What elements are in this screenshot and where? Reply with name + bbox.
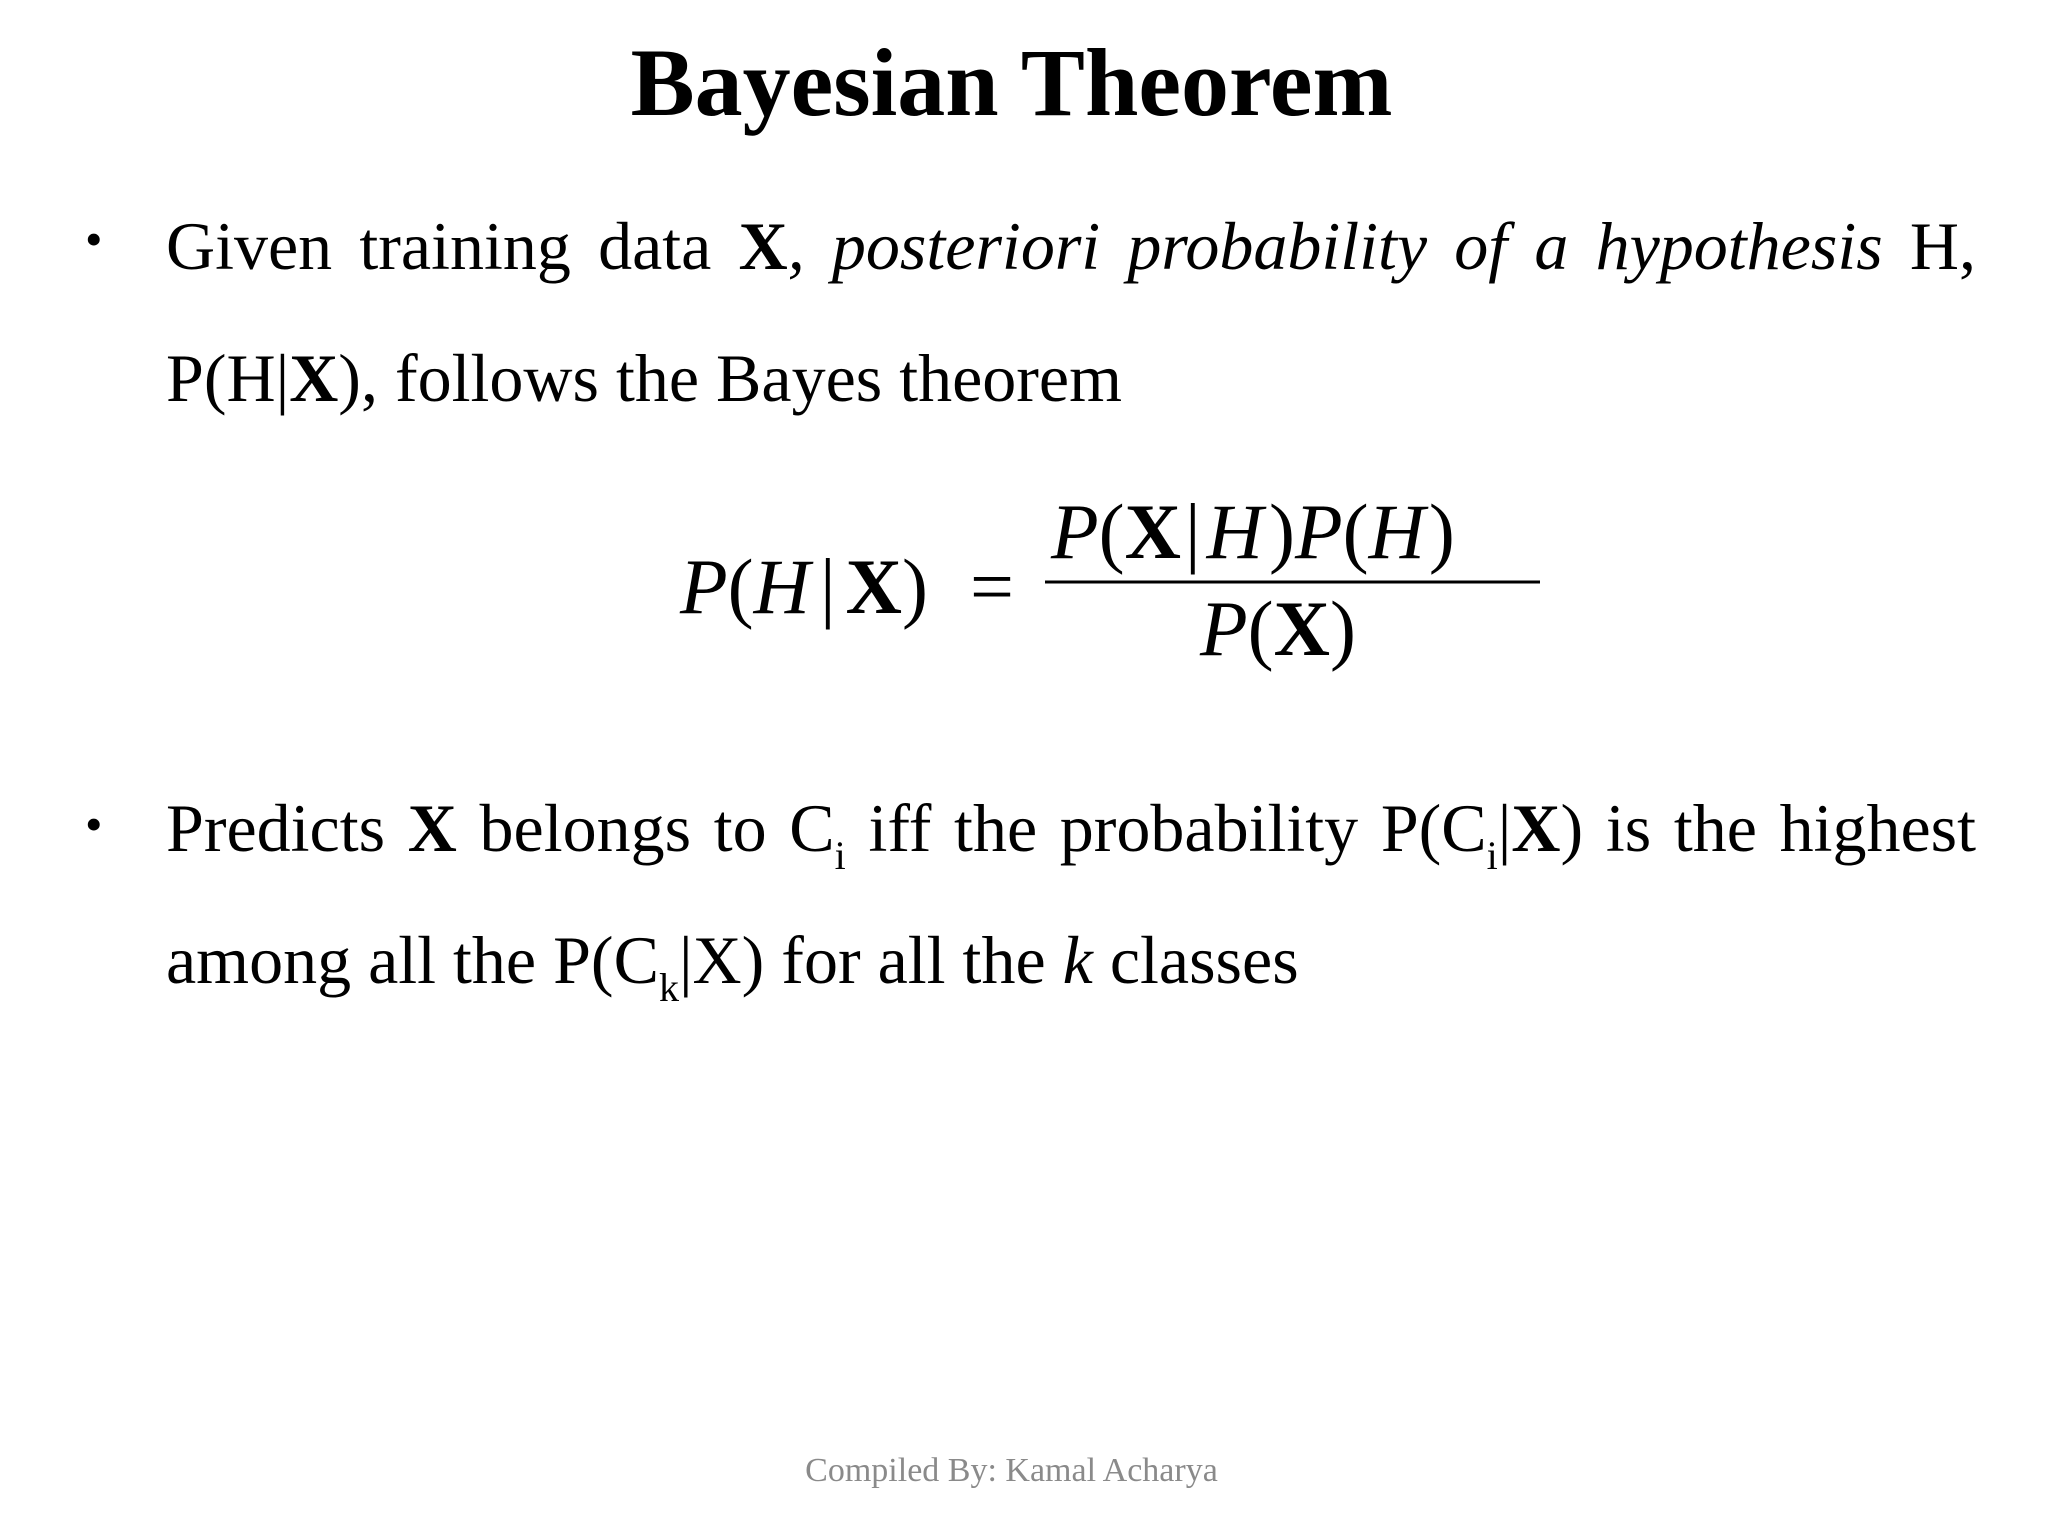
formula-equals: = [970, 543, 1014, 630]
bullet-1-text [166, 180, 1976, 444]
bullet-2-line-2: among all the $P(C_k|X)$ for all the k classes [166, 922, 1299, 1010]
bullet-1-line-1: Given training data X, posteriori probability of a hypothesis H, [166, 208, 1977, 284]
footer-credit: Compiled By: Kamal Acharya [805, 1452, 1218, 1489]
bullet-marker: • [85, 796, 103, 852]
formula-denominator: P(X) [1200, 585, 1356, 672]
bullet-marker: • [85, 211, 103, 267]
bayes-formula [670, 495, 1560, 685]
bullet-2-line-1: Predicts X belongs to $C_i$ iff the probability $P(C_i|X)$ is the highest [166, 790, 1977, 878]
formula-numerator: P(X|H)P(H) [1051, 495, 1455, 575]
bullet-2-text [166, 762, 1976, 1026]
formula-lhs: P(H | X) [680, 543, 928, 630]
bullet-1-line-2: P(H|X), follows the Bayes theorem [166, 340, 1123, 416]
slide-title: Bayesian Theorem [630, 29, 1393, 136]
